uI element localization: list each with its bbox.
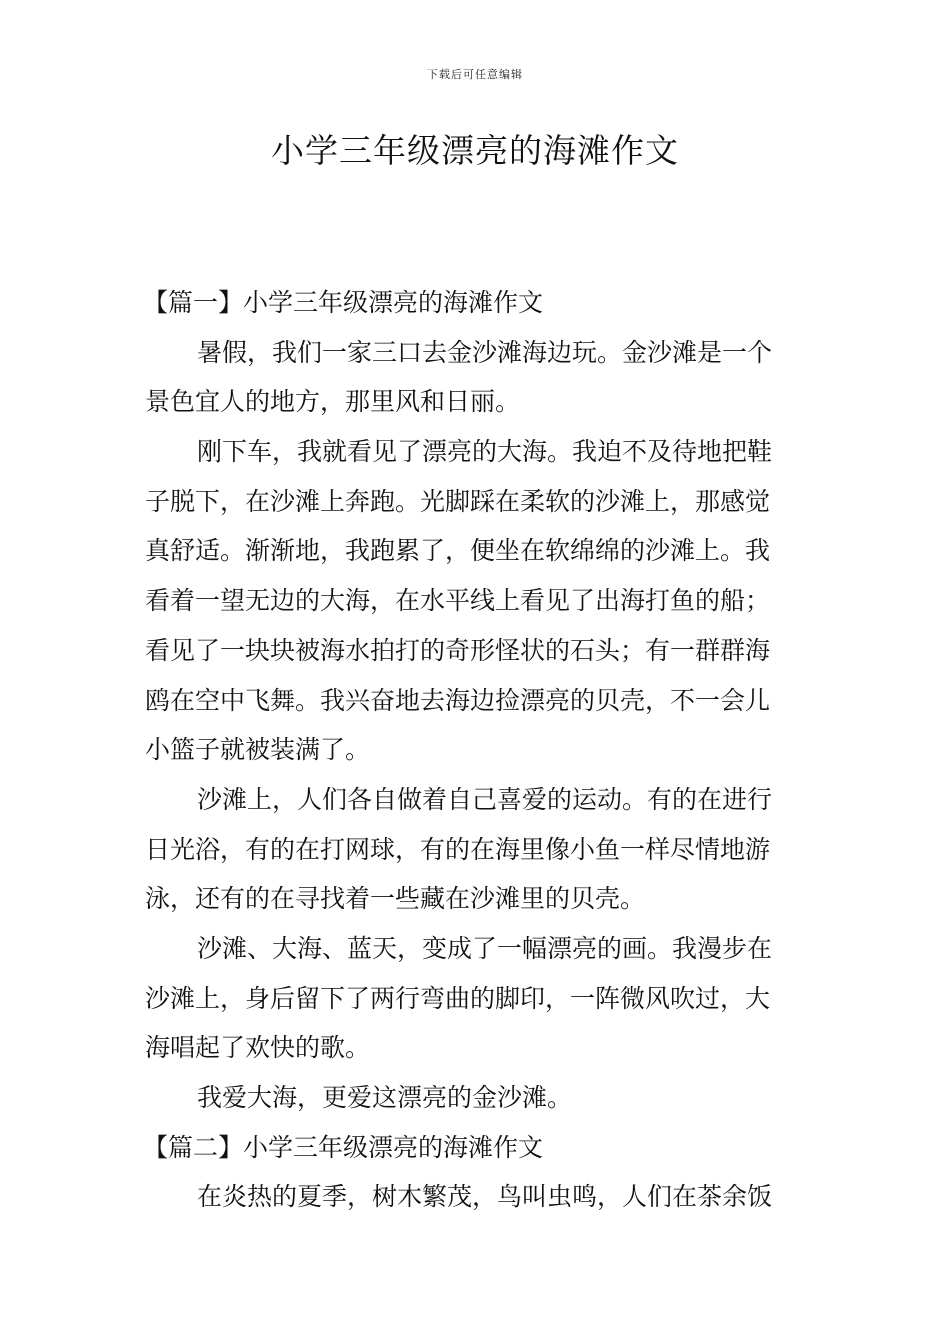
document-title: 小学三年级漂亮的海滩作文 [271,131,679,170]
text-line: 海唱起了欢快的歌。 [145,1033,371,1063]
text-line: 泳，还有的在寻找着一些藏在沙滩里的贝壳。 [145,884,646,914]
text-line: 景色宜人的地方，那里风和日丽。 [145,387,521,417]
text-line: 刚下车，我就看见了漂亮的大海。我迫不及待地把鞋 [197,437,773,467]
text-line: 小篮子就被装满了。 [145,735,371,765]
text-line: 沙滩上，人们各自做着自己喜爱的运动。有的在进行 [197,784,773,814]
header-note: 下载后可任意编辑 [427,68,523,81]
text-line: 沙滩上，身后留下了两行弯曲的脚印，一阵微风吹过，大 [145,983,771,1013]
text-line: 子脱下，在沙滩上奔跑。光脚踩在柔软的沙滩上，那感觉 [145,486,771,516]
text-line: 暑假，我们一家三口去金沙滩海边玩。金沙滩是一个 [197,337,773,367]
text-line: 日光浴，有的在打网球，有的在海里像小鱼一样尽情地游 [145,834,771,864]
text-line: 在炎热的夏季，树木繁茂，鸟叫虫鸣，人们在茶余饭 [197,1182,773,1212]
text-line: 看着一望无边的大海，在水平线上看见了出海打鱼的船； [145,586,771,616]
text-line: 看见了一块块被海水拍打的奇形怪状的石头；有一群群海 [145,635,771,665]
text-line: 真舒适。渐渐地，我跑累了，便坐在软绵绵的沙滩上。我 [145,536,771,566]
text-line: 鸥在空中飞舞。我兴奋地去海边捡漂亮的贝壳，不一会儿 [145,685,771,715]
text-line: 我爱大海，更爱这漂亮的金沙滩。 [197,1083,573,1112]
text-line: 沙滩、大海、蓝天，变成了一幅漂亮的画。我漫步在 [197,933,773,963]
section-heading: 【篇一】小学三年级漂亮的海滩作文 [143,288,544,317]
document-body [145,278,807,1222]
section-heading: 【篇二】小学三年级漂亮的海滩作文 [143,1132,544,1162]
